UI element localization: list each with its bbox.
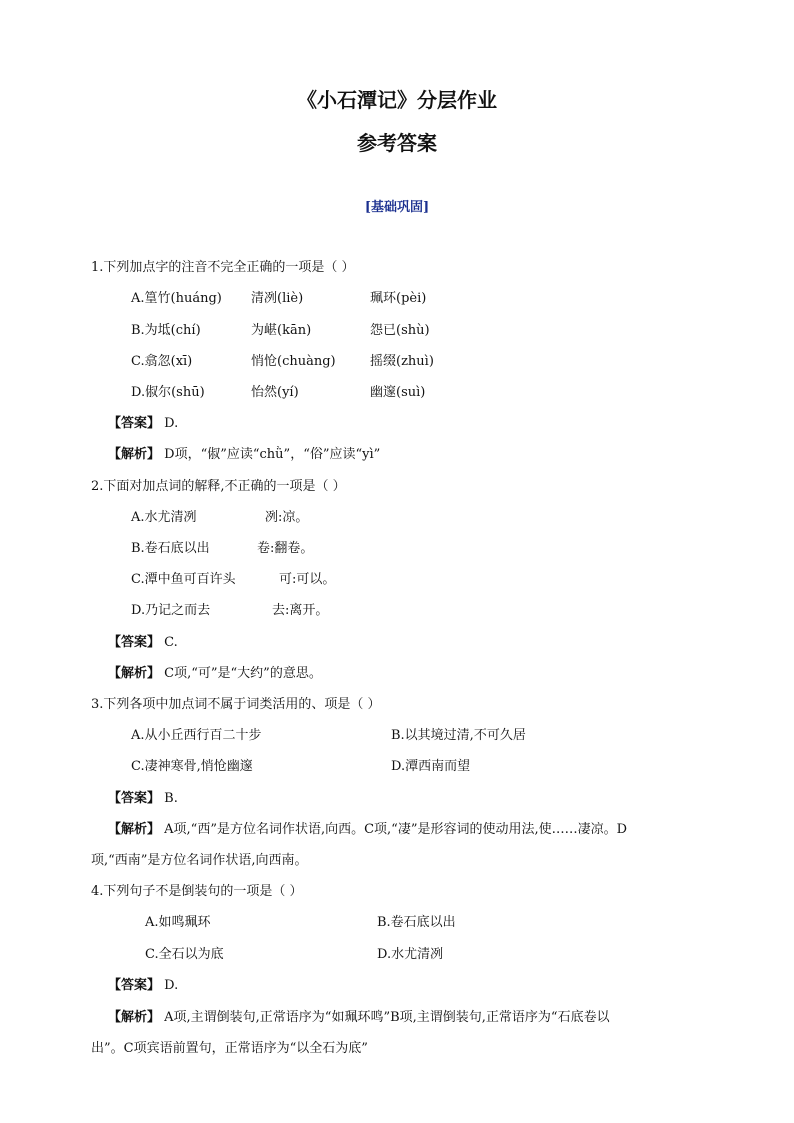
question-1-stem: 1.下列加点字的注音不完全正确的一项是（ ） <box>91 260 355 275</box>
q2-option-a-2: 冽:凉。 <box>265 510 309 525</box>
page-subtitle: 参考答案 <box>357 131 437 155</box>
page-title: 《小石潭记》分层作业 <box>297 88 497 112</box>
q1-option-d-2: 怡然(yí) <box>251 385 299 400</box>
answer-value: D. <box>164 978 179 993</box>
answer-tag: 【答案】 <box>108 635 161 650</box>
q2-option-c-1: C.潭中鱼可百许头 <box>131 572 236 587</box>
q4-option-c: C.全石以为底 <box>145 947 224 962</box>
analysis-text: C项,“可”是“大约”的意思。 <box>164 666 322 681</box>
analysis-tag: 【解析】 <box>108 822 161 837</box>
answer-tag: 【答案】 <box>108 416 161 431</box>
answer-value: D. <box>164 416 179 431</box>
analysis-text: A项,“西”是方位名词作状语,向西。C项,“凄”是形容词的使动用法,使……凄凉。D <box>164 822 628 837</box>
q1-option-d-1: D.俶尔(shū) <box>131 385 205 400</box>
q3-option-c: C.凄神寒骨,悄怆幽邃 <box>131 759 253 774</box>
q1-option-a-2: 清冽(liè) <box>251 291 304 306</box>
q2-option-c-2: 可:可以。 <box>279 572 336 587</box>
q3-option-d: D.潭西南而望 <box>391 759 471 774</box>
q3-analysis-line-2: 项,“西南”是方位名词作状语,向西南。 <box>91 853 308 868</box>
q2-answer <box>108 634 178 652</box>
q4-answer <box>108 977 178 995</box>
analysis-tag: 【解析】 <box>108 1010 161 1025</box>
analysis-tag: 【解析】 <box>108 666 161 681</box>
q2-analysis <box>108 665 322 683</box>
q1-option-d-3: 幽邃(suì) <box>370 385 426 400</box>
q3-answer <box>108 790 178 808</box>
analysis-text: A项,主谓倒装句,正常语序为“如珮环鸣”B项,主谓倒装句,正常语序为“石底卷以 <box>164 1010 610 1025</box>
q2-option-a-1: A.水尤清冽 <box>131 510 197 525</box>
answer-value: B. <box>164 791 178 806</box>
q2-option-b-2: 卷:翻卷。 <box>257 541 314 556</box>
question-2-stem: 2.下面对加点词的解释,不正确的一项是（ ） <box>91 479 346 494</box>
question-3-stem: 3.下列各项中加点词不属于词类活用的、项是（ ） <box>91 697 381 712</box>
q3-option-b: B.以其境过清,不可久居 <box>391 728 526 743</box>
q1-option-b-2: 为嵁(kān) <box>251 323 312 338</box>
question-4-stem: 4.下列句子不是倒装句的一项是（ ） <box>91 884 303 899</box>
analysis-text: D项，“俶”应读“chǜ”，“俗”应读“yì” <box>164 447 381 462</box>
q3-analysis-line-1 <box>108 821 627 839</box>
q1-option-b-1: B.为坻(chí) <box>131 323 201 338</box>
q3-option-a: A.从小丘西行百二十步 <box>131 728 262 743</box>
q1-answer <box>108 415 178 433</box>
q1-option-a-1: A.篁竹(huáng) <box>131 291 222 306</box>
q1-option-b-3: 怨已(shù) <box>370 323 430 338</box>
q2-option-d-1: D.乃记之而去 <box>131 603 211 618</box>
q4-analysis-line-2: 出”。C项宾语前置句，正常语序为“以全石为底” <box>91 1041 368 1056</box>
q4-option-b: B.卷石底以出 <box>377 915 456 930</box>
section-heading: [基础巩固] <box>364 200 430 215</box>
answer-tag: 【答案】 <box>108 978 161 993</box>
q2-option-d-2: 去:离开。 <box>272 603 329 618</box>
q1-option-c-3: 摇缀(zhuì) <box>370 354 434 369</box>
answer-value: C. <box>164 635 178 650</box>
q4-analysis-line-1 <box>108 1009 610 1027</box>
q4-option-a: A.如鸣珮环 <box>145 915 211 930</box>
answer-tag: 【答案】 <box>108 791 161 806</box>
q4-option-d: D.水尤清冽 <box>377 947 444 962</box>
q1-option-c-1: C.翕忽(xī) <box>131 354 193 369</box>
analysis-tag: 【解析】 <box>108 447 161 462</box>
q1-option-a-3: 珮环(pèi) <box>370 291 427 306</box>
q1-analysis <box>108 446 380 464</box>
q2-option-b-1: B.卷石底以出 <box>131 541 210 556</box>
q1-option-c-2: 悄怆(chuàng) <box>251 354 336 369</box>
